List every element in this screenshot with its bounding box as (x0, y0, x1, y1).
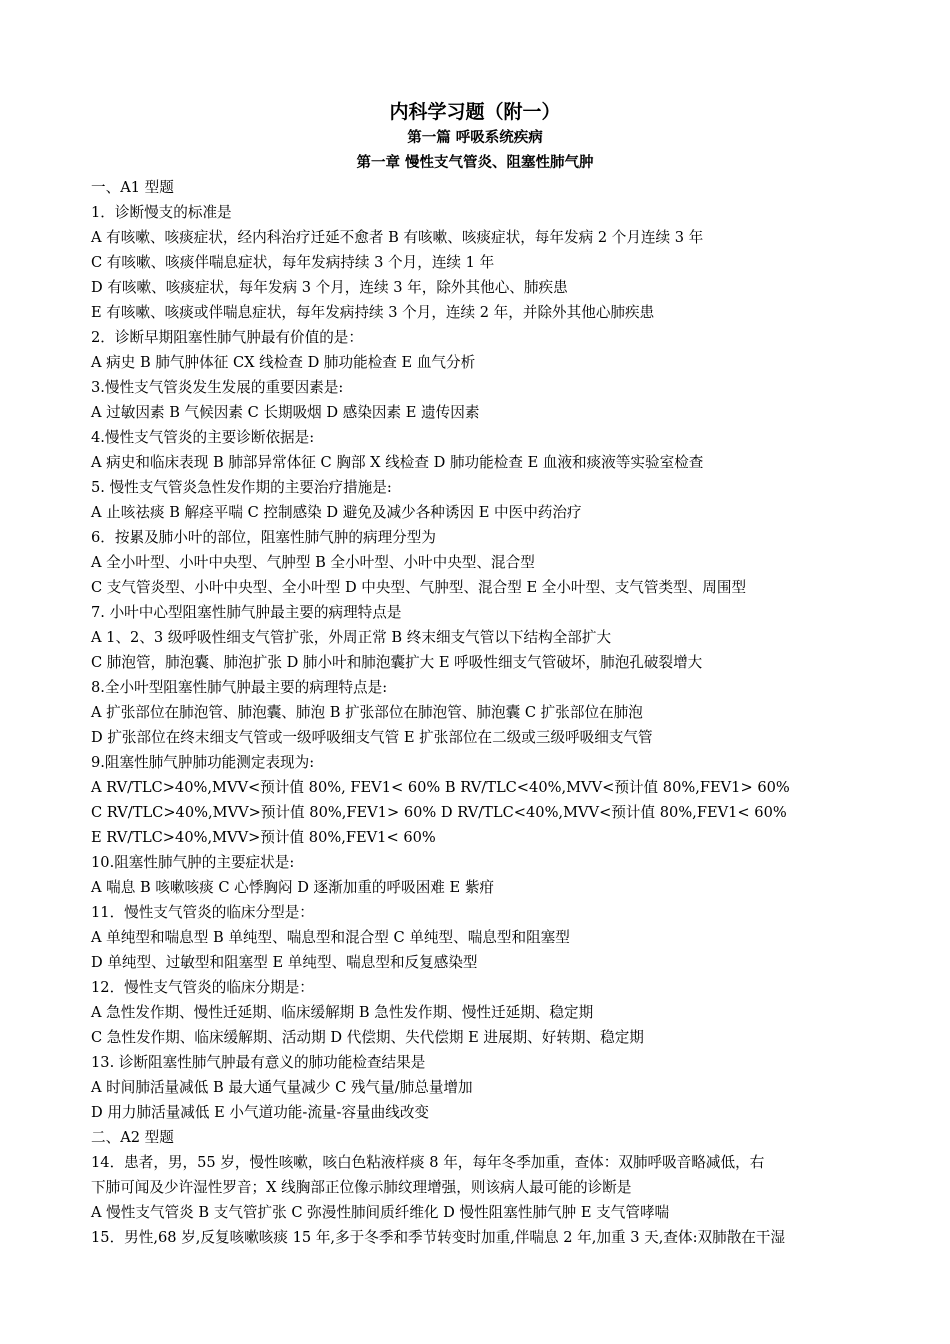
chapter-heading: 第一章 慢性支气管炎、阻塞性肺气肿 (356, 154, 594, 171)
text-line: 14．患者，男，55 岁，慢性咳嗽，咳白色粘液样痰 8 年，每年冬季加重，查体：双肺呼吸音略减低，右 (91, 1154, 765, 1171)
text-line: 下肺可闻及少许湿性罗音；X 线胸部正位像示肺纹理增强，则该病人最可能的诊断是 (91, 1179, 632, 1196)
text-line: A 全小叶型、小叶中央型、气肿型 B 全小叶型、小叶中央型、混合型 (91, 554, 535, 571)
text-line: E 有咳嗽、咳痰或伴喘息症状，每年发病持续 3 个月，连续 2 年，并除外其他心肺疾患 (91, 304, 655, 321)
text-line: A 有咳嗽、咳痰症状，经内科治疗迁延不愈者 B 有咳嗽、咳痰症状，每年发病 2 个月连续 3 年 (91, 229, 704, 246)
text-line: 12．慢性支气管炎的临床分期是： (91, 979, 314, 996)
text-line: 13. 诊断阻塞性肺气肿最有意义的肺功能检查结果是 (91, 1054, 426, 1071)
text-line: D 用力肺活量减低 E 小气道功能-流量-容量曲线改变 (91, 1104, 430, 1121)
text-line: D 有咳嗽、咳痰症状，每年发病 3 个月，连续 3 年，除外其他心、肺疾患 (91, 279, 568, 296)
text-line: A 慢性支气管炎 B 支气管扩张 C 弥漫性肺间质纤维化 D 慢性阻塞性肺气肿 E 支气管哮喘 (91, 1204, 670, 1221)
text-line: 7. 小叶中心型阻塞性肺气肿最主要的病理特点是 (91, 604, 402, 621)
text-line: 3.慢性支气管炎发生发展的重要因素是: (91, 379, 344, 396)
text-line: A 过敏因素 B 气候因素 C 长期吸烟 D 感染因素 E 遗传因素 (91, 404, 480, 421)
text-line: 2．诊断早期阻塞性肺气肿最有价值的是： (91, 329, 363, 346)
text-line: 5. 慢性支气管炎急性发作期的主要治疗措施是: (91, 479, 392, 496)
text-line: C 有咳嗽、咳痰伴喘息症状，每年发病持续 3 个月，连续 1 年 (91, 254, 495, 271)
text-line: 1．诊断慢支的标准是 (91, 204, 232, 221)
text-line: A 单纯型和喘息型 B 单纯型、喘息型和混合型 C 单纯型、喘息型和阻塞型 (91, 929, 570, 946)
text-line: A 喘息 B 咳嗽咳痰 C 心悸胸闷 D 逐渐加重的呼吸困难 E 紫疳 (91, 879, 495, 896)
text-line: 8.全小叶型阻塞性肺气肿最主要的病理特点是: (91, 679, 388, 696)
text-line: A 病史和临床表现 B 肺部异常体征 C 胸部 X 线检查 D 肺功能检查 E 血液和痰液等实验室检查 (91, 454, 704, 471)
text-line: D 单纯型、过敏型和阻塞型 E 单纯型、喘息型和反复感染型 (91, 954, 478, 971)
text-line: A 病史 B 肺气肿体征 CX 线检查 D 肺功能检查 E 血气分析 (91, 354, 476, 371)
text-line: 一、A1 型题 (91, 179, 174, 196)
text-line: C RV/TLC>40%,MVV>预计值 80%,FEV1> 60% D RV/TLC<40%,MVV<预计值 80%,FEV1< 60% (91, 804, 787, 821)
text-line: A 1、2、3 级呼吸性细支气管扩张，外周正常 B 终末细支气管以下结构全部扩大 (91, 629, 612, 646)
text-line: C 急性发作期、临床缓解期、活动期 D 代偿期、失代偿期 E 进展期、好转期、稳定期 (91, 1029, 644, 1046)
text-line: C 肺泡管，肺泡囊、肺泡扩张 D 肺小叶和肺泡囊扩大 E 呼吸性细支气管破坏，肺泡孔破裂增大 (91, 654, 703, 671)
text-line: 15．男性,68 岁,反复咳嗽咳痰 15 年,多于冬季和季节转变时加重,伴喘息 2 年,加重 3 天,查体:双肺散在干湿 (91, 1229, 786, 1246)
text-line: 二、A2 型题 (91, 1129, 174, 1146)
text-line: 4.慢性支气管炎的主要诊断依据是: (91, 429, 315, 446)
text-line: A 止咳祛痰 B 解痉平喘 C 控制感染 D 避免及减少各种诱因 E 中医中药治疗 (91, 504, 582, 521)
text-line: 10.阻塞性肺气肿的主要症状是: (91, 854, 295, 871)
text-line: 9.阻塞性肺气肿肺功能测定表现为: (91, 754, 315, 771)
text-line: 11．慢性支气管炎的临床分型是： (91, 904, 314, 921)
text-line: D 扩张部位在终末细支气管或一级呼吸细支气管 E 扩张部位在二级或三级呼吸细支气管 (91, 729, 653, 746)
text-line: 6．按累及肺小叶的部位，阻塞性肺气肿的病理分型为 (91, 529, 436, 546)
text-line: A 时间肺活量减低 B 最大通气量减少 C 残气量/肺总量增加 (91, 1079, 473, 1096)
text-line: A RV/TLC>40%,MVV<预计值 80%, FEV1< 60% B RV/TLC<40%,MVV<预计值 80%,FEV1> 60% (91, 779, 790, 796)
title-block (0, 99, 950, 175)
text-line: C 支气管炎型、小叶中央型、全小叶型 D 中央型、气肿型、混合型 E 全小叶型、支气管类型、周围型 (91, 579, 747, 596)
text-line: A 扩张部位在肺泡管、肺泡囊、肺泡 B 扩张部位在肺泡管、肺泡囊 C 扩张部位在肺泡 (91, 704, 643, 721)
text-line: E RV/TLC>40%,MVV>预计值 80%,FEV1< 60% (91, 829, 436, 846)
document-body (91, 175, 871, 1250)
document-title: 内科学习题（附一） (389, 101, 561, 123)
part-heading: 第一篇 呼吸系统疾病 (407, 129, 543, 146)
text-line: A 急性发作期、慢性迁延期、临床缓解期 B 急性发作期、慢性迁延期、稳定期 (91, 1004, 594, 1021)
